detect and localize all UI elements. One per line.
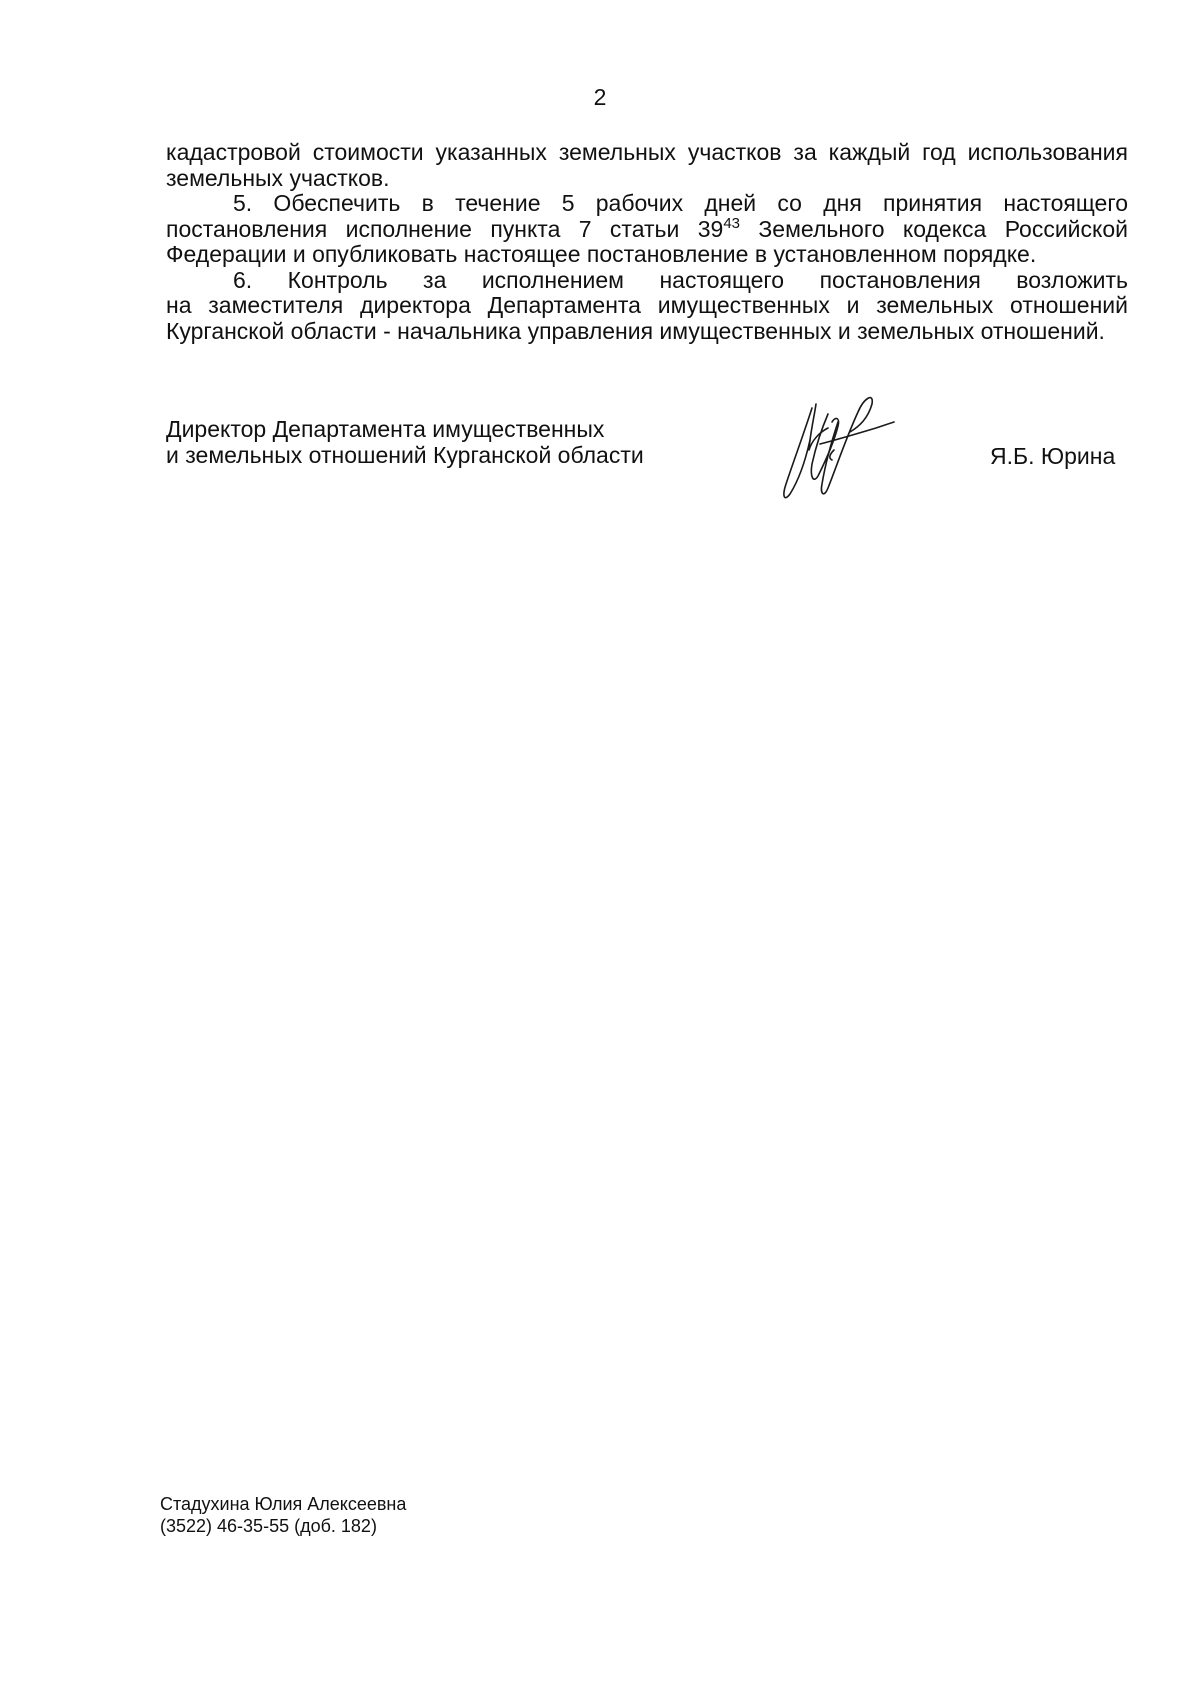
executor-info (160, 1493, 406, 1537)
paragraph-5-text-end: Земельного кодекса Российской Федерации и опубликовать настоящее постановление в установленном порядке. (166, 215, 1128, 267)
paragraph-5-superscript: 43 (723, 214, 741, 232)
signature-position (166, 416, 644, 468)
paragraph-6-rest: на заместителя директора Департамента имущественных и земельных отношений Курганской области - начальника управления имущественных и земельных отношений. (166, 292, 1128, 344)
executor-phone: (3522) 46-35-55 (доб. 182) (160, 1516, 377, 1536)
paragraph-5-text-start: 5. Обеспечить в течение 5 рабочих дней со дня принятия настоящего постановления исполнение пункта 7 статьи 39 (166, 190, 1128, 242)
signer-name: Я.Б. Юрина (990, 443, 1116, 469)
position-line-2: и земельных отношений Курганской области (166, 442, 644, 468)
paragraph-continuation: кадастровой стоимости указанных земельных участков за каждый год использования земельных участков. (166, 139, 1128, 191)
page-number: 2 (593, 84, 607, 110)
paragraph-6-first-line: 6. Контроль за исполнением настоящего постановления возложить (233, 266, 1128, 293)
paragraph-5 (166, 191, 1128, 268)
position-line-1: Директор Департамента имущественных (166, 416, 605, 442)
executor-name: Стадухина Юлия Алексеевна (160, 1494, 407, 1514)
document-body (166, 140, 1128, 344)
handwritten-signature (776, 388, 906, 508)
